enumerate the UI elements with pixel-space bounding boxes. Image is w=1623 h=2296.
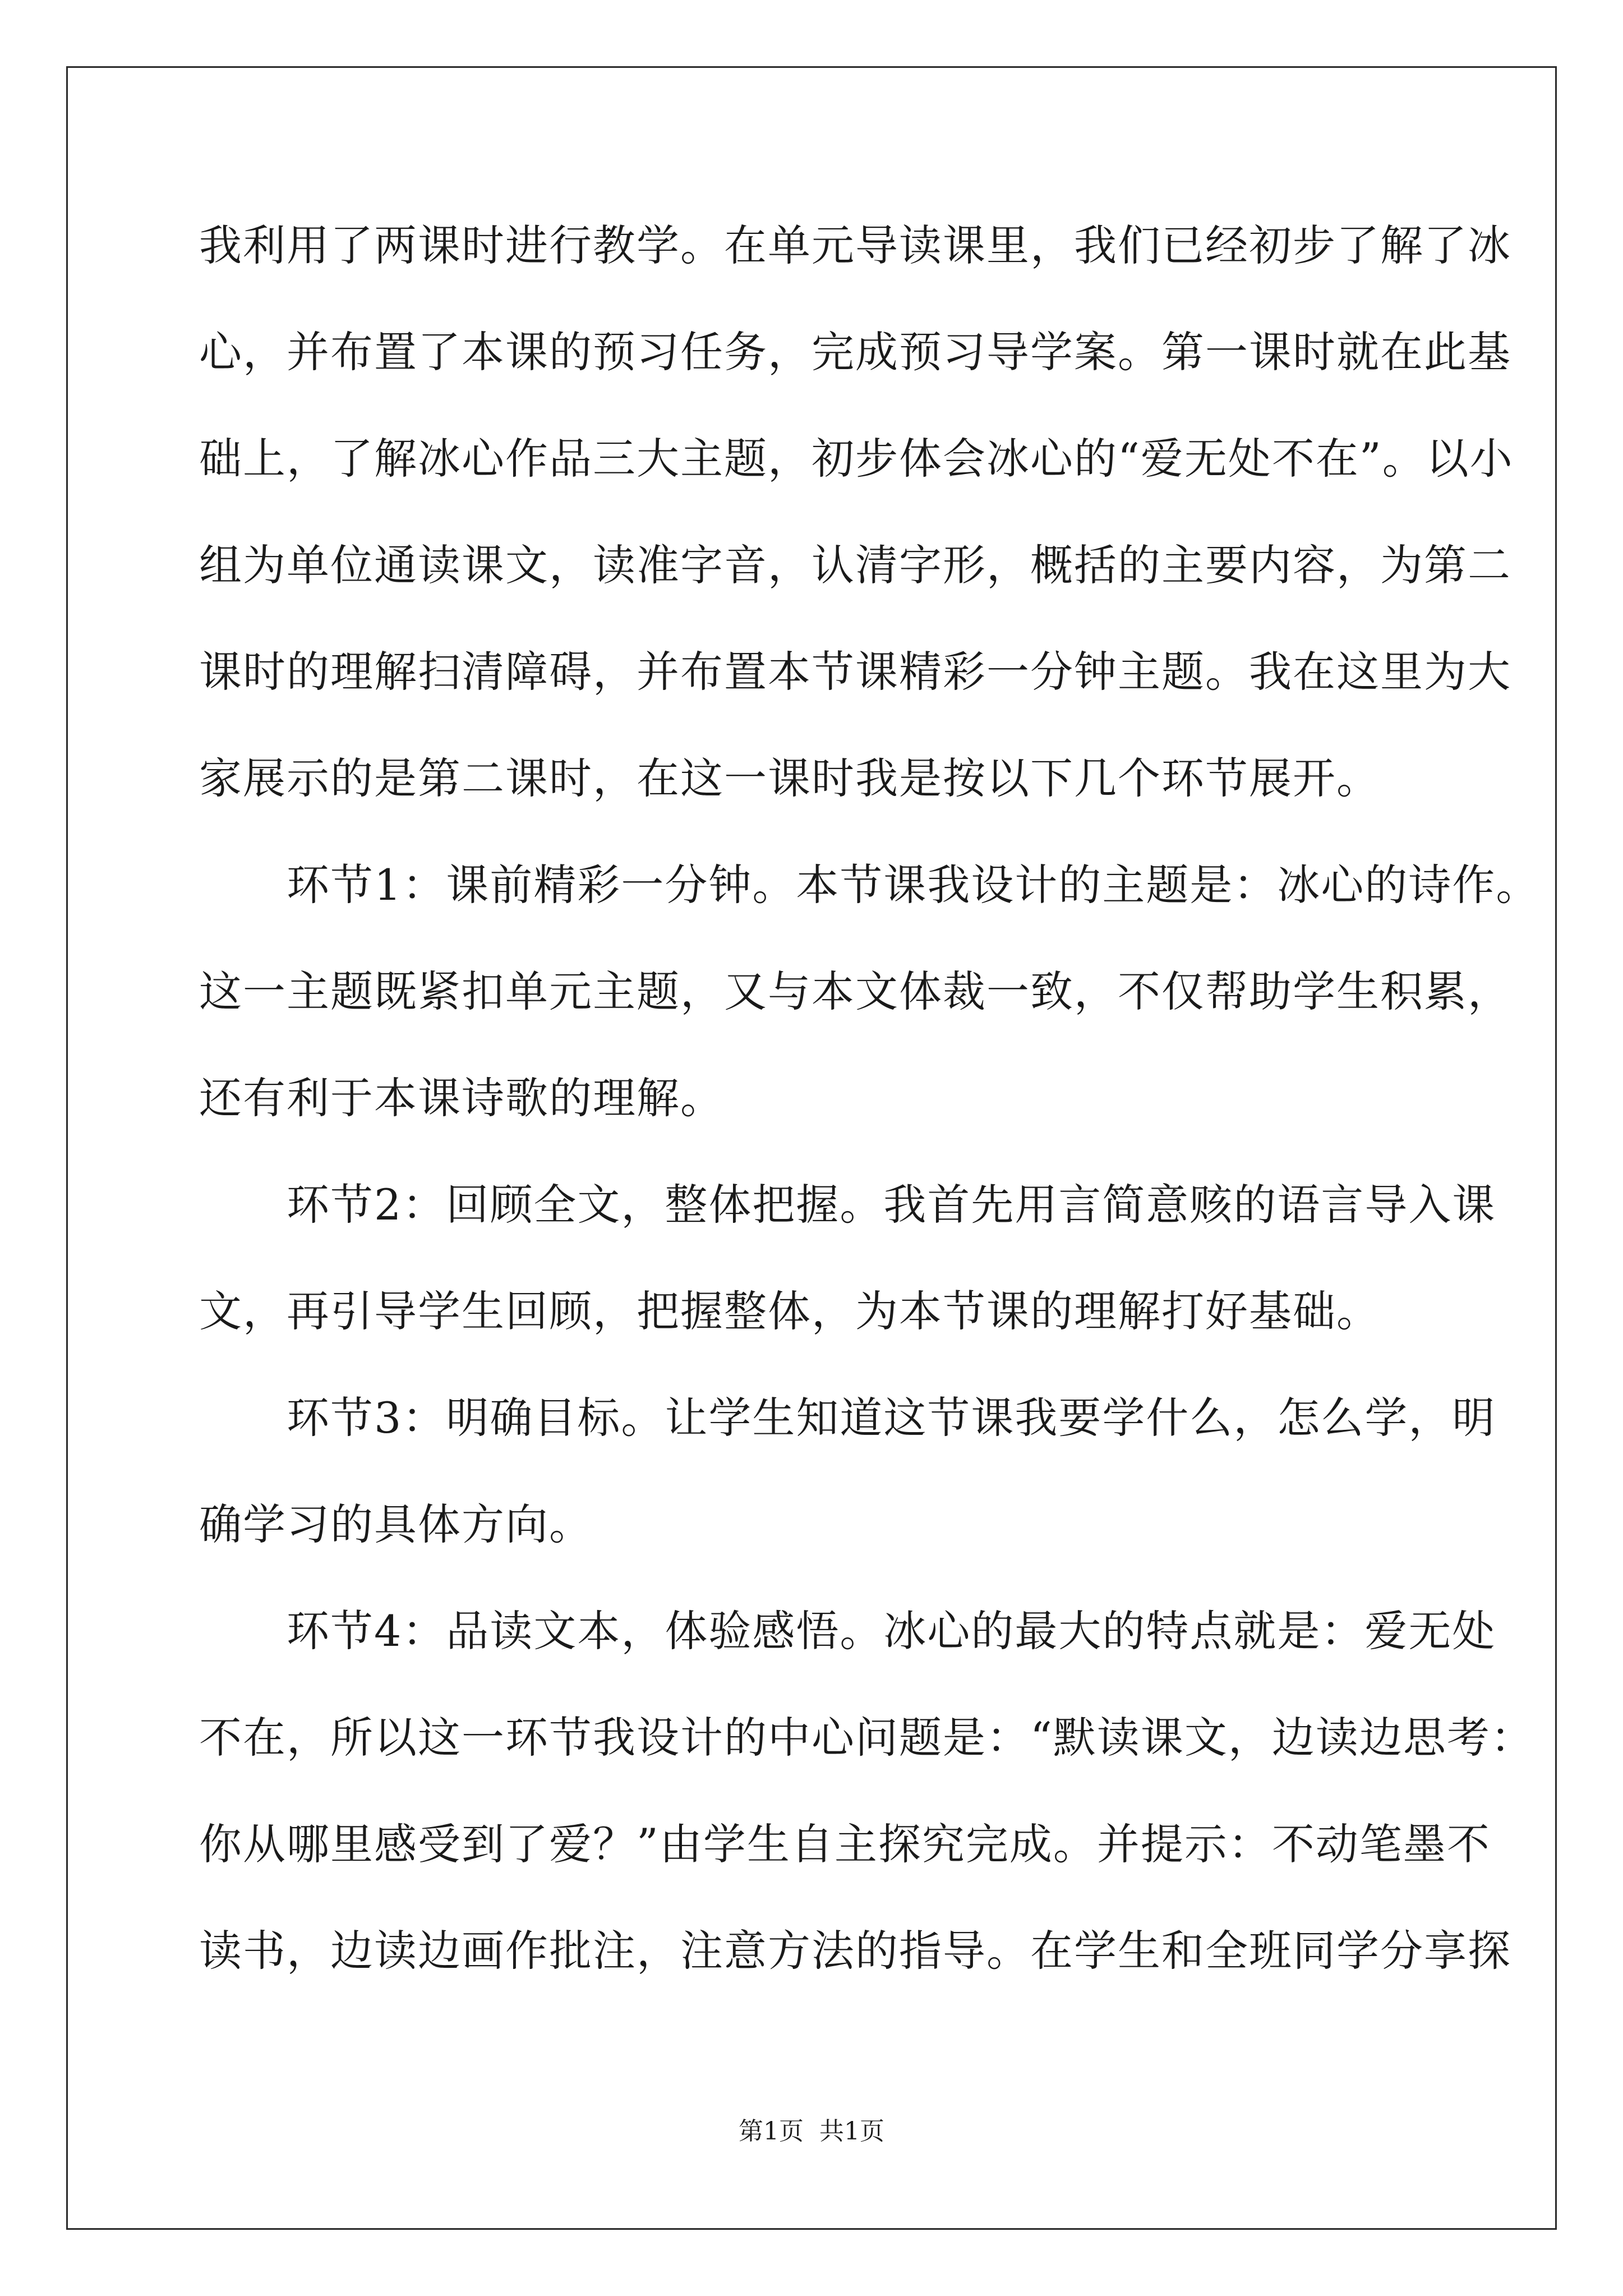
text-line: 环节4：品读文本，体验感悟。冰心的最大的特点就是：爱无处	[199, 1606, 1496, 1656]
text-line: 组为单位通读课文，读准字音，认清字形，概括的主要内容，为第二	[199, 540, 1511, 590]
text-line: 不在，所以这一环节我设计的中心问题是：“默读课文，边读边思考：	[199, 1713, 1534, 1763]
text-line: 础上，了解冰心作品三大主题，初步体会冰心的“爱无处不在”。以小	[199, 434, 1514, 484]
text-line: 确学习的具体方向。	[199, 1499, 593, 1549]
page-footer: 第1页 共1页	[739, 2117, 884, 2146]
text-line: 环节3：明确目标。让学生知道这节课我要学什么，怎么学，明	[199, 1393, 1496, 1443]
text-line: 家展示的是第二课时，在这一课时我是按以下几个环节展开。	[199, 753, 1380, 803]
text-line: 我利用了两课时进行教学。在单元导读课里，我们已经初步了解了冰	[199, 220, 1511, 270]
text-line: 这一主题既紧扣单元主题，又与本文体裁一致，不仅帮助学生积累，	[199, 967, 1511, 1016]
text-line: 环节1：课前精彩一分钟。本节课我设计的主题是：冰心的诗作。	[199, 860, 1540, 910]
text-line: 课时的理解扫清障碍，并布置本节课精彩一分钟主题。我在这里为大	[199, 647, 1511, 697]
text-line: 你从哪里感受到了爱？”由学生自主探究完成。并提示：不动笔墨不	[199, 1819, 1491, 1869]
text-line: 读书，边读边画作批注，注意方法的指导。在学生和全班同学分享探	[199, 1926, 1511, 1976]
text-line: 环节2：回顾全文，整体把握。我首先用言简意赅的语言导入课	[199, 1180, 1496, 1230]
text-line: 文，再引导学生回顾，把握整体，为本节课的理解打好基础。	[199, 1286, 1380, 1336]
text-line: 心，并布置了本课的预习任务，完成预习导学案。第一课时就在此基	[199, 327, 1511, 377]
document-body	[199, 219, 1540, 2031]
text-line: 还有利于本课诗歌的理解。	[199, 1073, 724, 1123]
